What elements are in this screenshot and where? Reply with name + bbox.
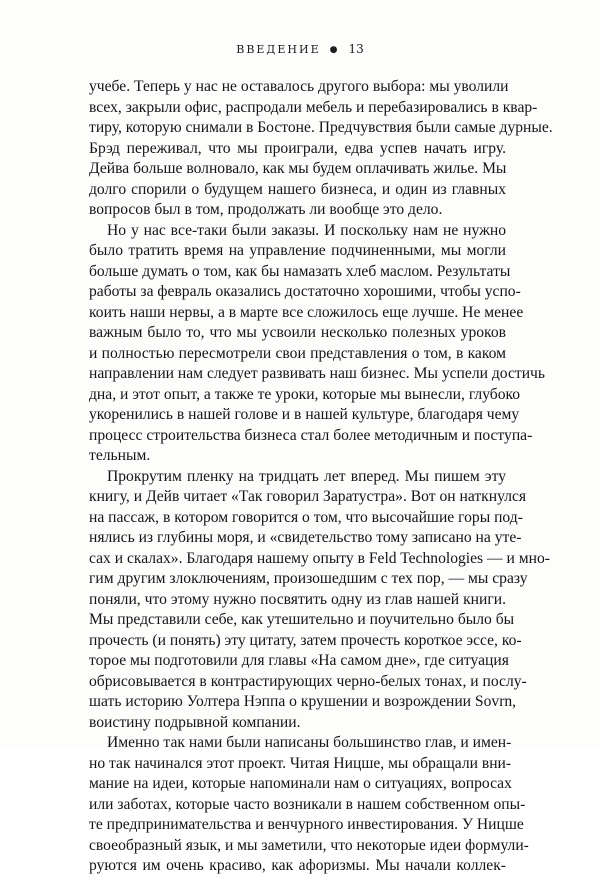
text-line: тельным.	[89, 447, 151, 464]
text-line: торое мы подготовили для главы «На самом дне», где ситуация	[89, 652, 509, 669]
text-line: Именно так нами были написаны большинство глав, и имен-	[107, 734, 512, 751]
section-title: ВВЕДЕНИЕ	[236, 43, 321, 56]
text-line: и полностью пересмотрели свои представления о том, в каком	[89, 344, 506, 362]
text-line: но так начинался этот проект. Читая Ницше, мы обращали вни-	[89, 754, 512, 772]
paragraph	[89, 467, 550, 734]
text-line: Прокрутим пленку на тридцать лет вперед. Мы пишем эту	[107, 467, 506, 485]
text-line: своеобразный язык, и мы заметили, что некоторые идеи формули-	[89, 836, 529, 854]
text-line: воистину подрывной компании.	[89, 713, 301, 731]
text-line: книгу, и Дейв читает «Так говорил Заратустра». Вот он наткнулся	[89, 488, 527, 505]
text-line: работы за февраль оказались достаточно хорошими, чтобы успо-	[89, 283, 521, 300]
text-line: Брэд переживал, что мы проиграли, едва успев начать игру.	[89, 139, 506, 157]
page-number: 13	[348, 42, 364, 56]
text-line: направлении нам следует развивать наш бизнес. Мы успели достичь	[89, 365, 546, 382]
body-text	[89, 77, 553, 877]
text-line: важным было то, что мы усвоили несколько полезных уроков	[89, 324, 506, 341]
text-line: сах и скалах». Благодаря нашему опыту в Feld Technologies — и мно-	[89, 549, 550, 567]
text-line: Но у нас все-таки были заказы. И поскольку нам не нужно	[107, 221, 506, 239]
text-line: нялись из глубины моря, и «свидетельство тому записано на утe-	[89, 529, 522, 546]
text-line: коить наши нервы, а в марте все сложилось еще лучше. Не менее	[89, 303, 524, 321]
text-line: поняли, что этому нужно посвятить одну из глав нашей книги.	[89, 590, 506, 608]
text-line: больше думать о том, как бы намазать хлеб маслом. Результаты	[89, 262, 511, 280]
text-line: обрисовывается в контрастирующих черно-белых тонах, и послу-	[89, 672, 527, 690]
text-line: всех, закрыли офис, распродали мебель и перебазировались в квар-	[89, 98, 538, 116]
text-line: учебе. Теперь у нас не оставалось другого выбора: мы уволили	[89, 78, 509, 95]
running-head	[0, 42, 600, 56]
text-line: мание на идеи, которые напоминали нам о ситуациях, вопросах	[89, 775, 512, 792]
paragraph	[89, 733, 529, 877]
text-line: гим другим злоключениям, произошедшим с тех пор, — мы сразу	[89, 570, 528, 587]
text-line: тиру, которую снимали в Бостоне. Предчувствия были самые дурные.	[89, 119, 553, 136]
bullet-separator: ●	[329, 45, 340, 55]
text-line: дна, и этот опыт, а также те уроки, которые мы вынесли, глубоко	[89, 385, 521, 403]
text-line: Дейва больше волновало, как мы будем оплачивать жилье. Мы	[89, 160, 507, 177]
text-line: прочесть (и понять) эту цитату, затем прочесть короткое эссе, ко-	[89, 631, 522, 649]
paragraph	[89, 77, 553, 221]
text-line: те предпринимательства и венчурного инвестирования. У Ницше	[89, 816, 524, 833]
text-line: было тратить время на управление подчиненными, мы могли	[89, 242, 506, 259]
text-line: процесс строительства бизнеса стал более методичным и поступа-	[89, 426, 533, 444]
text-line: руются им очень красиво, как афоризмы. Мы начали коллек-	[89, 857, 506, 874]
text-line: укоренились в нашей голове и в нашей культуре, благодаря чему	[89, 406, 520, 423]
text-line: шать историю Уолтера Нэппа о крушении и возрождении Sovrn,	[89, 693, 517, 710]
text-line: долго спорили о будущем нашего бизнеса, и один из главных	[89, 180, 506, 198]
text-line: или заботах, которые часто возникали в нашем собственном опы-	[89, 795, 526, 813]
text-line: на пассаж, в котором говорится о том, что высочайшие горы под-	[89, 508, 523, 526]
text-line: Мы представили себе, как утешительно и поучительно было бы	[89, 611, 515, 628]
paragraph	[89, 221, 546, 467]
text-line: вопросов был в том, продолжать ли вообще это дело.	[89, 201, 443, 218]
